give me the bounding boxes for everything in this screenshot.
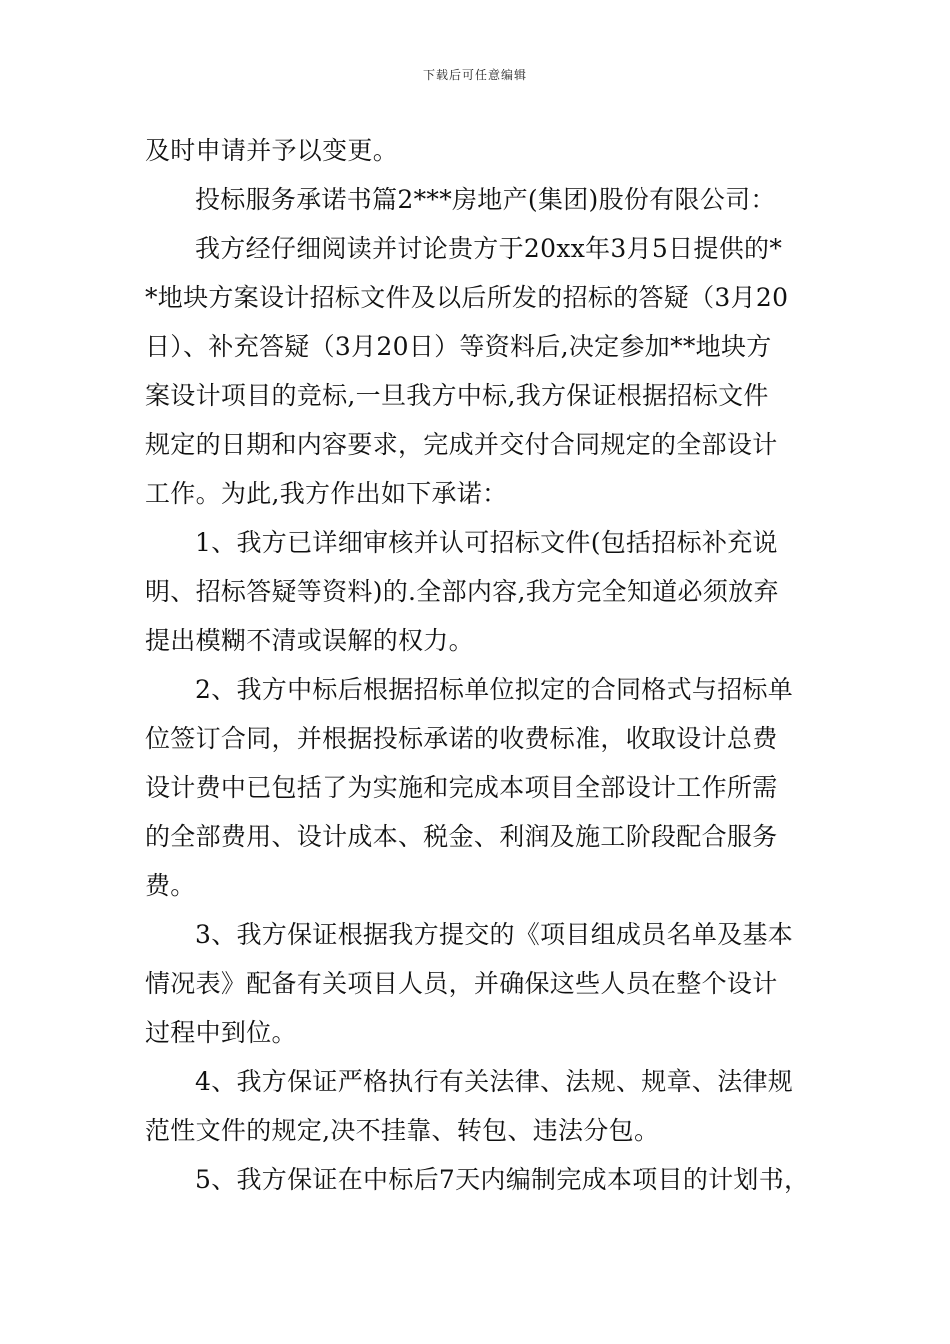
- text-line: 1、我方已详细审核并认可招标文件(包括招标补充说: [195, 528, 778, 557]
- text-line: 3、我方保证根据我方提交的《项目组成员名单及基本: [195, 920, 794, 949]
- text-line: 提出模糊不清或误解的权力。: [145, 626, 474, 655]
- text-line: 费。: [145, 871, 196, 900]
- text-line: *地块方案设计招标文件及以后所发的招标的答疑（3月20: [145, 283, 789, 312]
- page-header: 下载后可任意编辑: [422, 68, 527, 82]
- text-line: 我方经仔细阅读并讨论贵方于20xx年3月5日提供的*: [195, 234, 783, 263]
- text-line: 明、招标答疑等资料)的.全部内容,我方完全知道必须放弃: [145, 577, 779, 606]
- text-line: 情况表》配备有关项目人员，并确保这些人员在整个设计: [145, 969, 778, 998]
- document-body: [145, 126, 810, 1204]
- text-line: 工作。为此,我方作出如下承诺：: [145, 479, 508, 508]
- text-line: 范性文件的规定,决不挂靠、转包、违法分包。: [145, 1116, 660, 1145]
- text-line: 案设计项目的竞标,一旦我方中标,我方保证根据招标文件: [145, 381, 769, 410]
- text-line: 投标服务承诺书篇2***房地产(集团)股份有限公司：: [195, 185, 776, 214]
- text-line: 2、我方中标后根据招标单位拟定的合同格式与招标单: [195, 675, 794, 704]
- text-line: 5、我方保证在中标后7天内编制完成本项目的计划书，: [195, 1165, 810, 1194]
- text-line: 的全部费用、设计成本、税金、利润及施工阶段配合服务: [145, 822, 778, 851]
- text-line: 规定的日期和内容要求，完成并交付合同规定的全部设计: [145, 430, 778, 459]
- text-line: 过程中到位。: [145, 1018, 297, 1047]
- text-line: 设计费中已包括了为实施和完成本项目全部设计工作所需: [145, 773, 778, 802]
- text-line: 及时申请并予以变更。: [145, 136, 399, 165]
- text-line: 4、我方保证严格执行有关法律、法规、规章、法律规: [195, 1067, 794, 1096]
- text-line: 日）、补充答疑（3月20日）等资料后,决定参加**地块方: [145, 332, 772, 361]
- text-line: 位签订合同，并根据投标承诺的收费标准，收取设计总费: [145, 724, 778, 753]
